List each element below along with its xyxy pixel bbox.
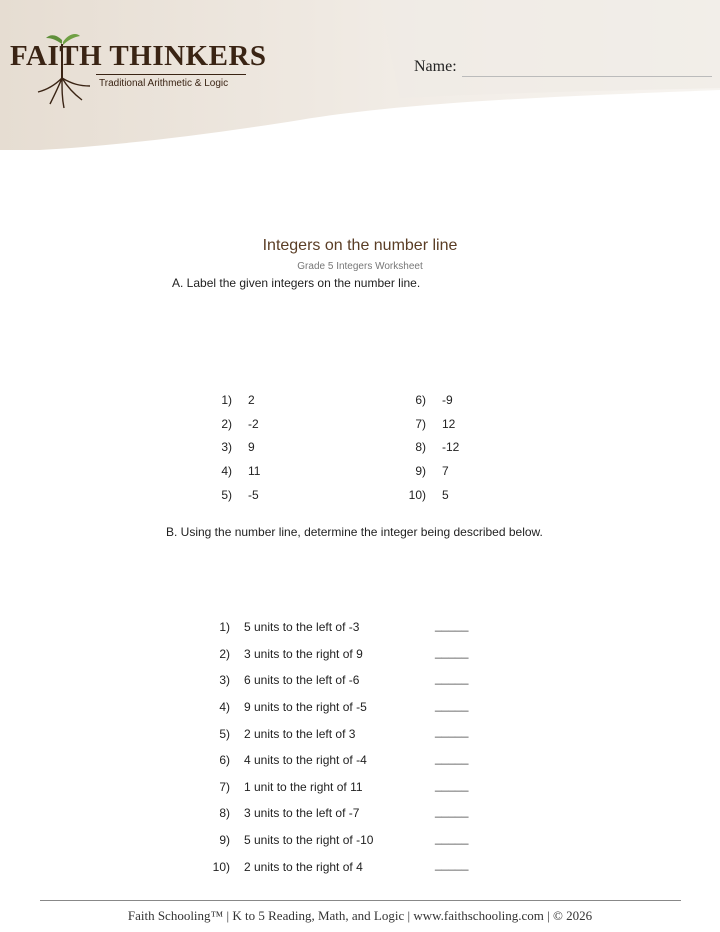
list-item xyxy=(200,747,500,774)
logo-text: FAITH THINKERS xyxy=(10,40,267,72)
list-item xyxy=(402,388,459,412)
item-value: 11 xyxy=(248,464,261,479)
section-b-list xyxy=(200,614,500,880)
item-text: 3 units to the right of 9 xyxy=(244,646,363,661)
item-number: 9) xyxy=(415,464,426,479)
list-item xyxy=(208,483,260,507)
answer-blank[interactable]: _____ xyxy=(435,644,469,659)
list-item xyxy=(402,436,459,460)
list-item xyxy=(402,483,459,507)
section-a-left-list xyxy=(208,388,260,507)
item-number: 2) xyxy=(221,416,232,431)
item-number: 10) xyxy=(212,859,230,874)
list-item xyxy=(200,774,500,801)
worksheet-subtitle: Grade 5 Integers Worksheet xyxy=(297,261,423,272)
answer-blank[interactable]: _____ xyxy=(435,750,469,765)
item-value: 5 xyxy=(442,488,449,503)
item-text: 9 units to the right of -5 xyxy=(244,700,367,715)
section-b-instruction: B. Using the number line, determine the integer being described below. xyxy=(166,525,543,539)
item-value: 12 xyxy=(442,416,456,431)
answer-blank[interactable]: _____ xyxy=(435,777,469,792)
answer-blank[interactable]: _____ xyxy=(435,804,469,819)
answer-blank[interactable]: _____ xyxy=(435,697,469,712)
item-number: 3) xyxy=(219,673,230,688)
list-item xyxy=(402,412,459,436)
answer-blank[interactable]: _____ xyxy=(435,830,469,845)
worksheet-title: Integers on the number line xyxy=(262,237,458,254)
item-number: 6) xyxy=(219,753,230,768)
item-number: 2) xyxy=(219,646,230,661)
item-text: 5 units to the left of -3 xyxy=(244,620,360,635)
item-number: 8) xyxy=(415,440,426,455)
item-number: 5) xyxy=(219,726,230,741)
section-a-right-list xyxy=(402,388,459,507)
item-number: 10) xyxy=(408,488,426,503)
item-number: 3) xyxy=(221,440,232,455)
list-item xyxy=(402,459,459,483)
item-number: 4) xyxy=(219,700,230,715)
list-item xyxy=(208,412,260,436)
list-item xyxy=(200,800,500,827)
list-item xyxy=(208,459,260,483)
item-number: 9) xyxy=(219,833,230,848)
footer-divider xyxy=(40,900,681,901)
item-text: 4 units to the right of -4 xyxy=(244,753,367,768)
brand-logo xyxy=(4,28,267,118)
list-item xyxy=(200,720,500,747)
answer-blank[interactable]: _____ xyxy=(435,857,469,872)
list-item xyxy=(200,853,500,880)
item-text: 6 units to the left of -6 xyxy=(244,673,360,688)
item-value: -5 xyxy=(248,488,259,503)
list-item xyxy=(200,694,500,721)
item-number: 6) xyxy=(415,392,426,407)
list-item xyxy=(208,388,260,412)
item-number: 1) xyxy=(219,620,230,635)
item-value: -2 xyxy=(248,416,259,431)
section-a-instruction: A. Label the given integers on the number line. xyxy=(172,276,421,290)
item-text: 3 units to the left of -7 xyxy=(244,806,360,821)
item-text: 1 unit to the right of 11 xyxy=(244,779,363,794)
item-number: 5) xyxy=(221,488,232,503)
list-item xyxy=(200,667,500,694)
name-field[interactable] xyxy=(414,46,720,90)
answer-blank[interactable]: _____ xyxy=(435,724,469,739)
item-number: 7) xyxy=(219,779,230,794)
logo-divider xyxy=(96,74,246,75)
item-value: 7 xyxy=(442,464,449,479)
footer-text: Faith Schooling™ | K to 5 Reading, Math, and Logic | www.faithschooling.com | © 2026 xyxy=(127,908,593,923)
list-item xyxy=(208,436,260,460)
item-text: 5 units to the right of -10 xyxy=(244,833,374,848)
item-value: -9 xyxy=(442,392,453,407)
item-number: 4) xyxy=(221,464,232,479)
item-text: 2 units to the left of 3 xyxy=(244,726,356,741)
list-item xyxy=(200,827,500,854)
answer-blank[interactable]: _____ xyxy=(435,618,469,632)
list-item xyxy=(200,641,500,668)
item-value: 2 xyxy=(248,392,255,407)
item-value: 9 xyxy=(248,440,255,455)
item-text: 2 units to the right of 4 xyxy=(244,859,363,874)
item-number: 1) xyxy=(221,392,232,407)
item-value: -12 xyxy=(442,440,460,455)
name-label: Name: xyxy=(414,58,457,75)
answer-blank[interactable]: _____ xyxy=(435,671,469,686)
name-input-line[interactable] xyxy=(462,76,712,77)
list-item xyxy=(200,614,500,641)
item-number: 7) xyxy=(415,416,426,431)
logo-tagline: Traditional Arithmetic & Logic xyxy=(99,78,229,89)
item-number: 8) xyxy=(219,806,230,821)
